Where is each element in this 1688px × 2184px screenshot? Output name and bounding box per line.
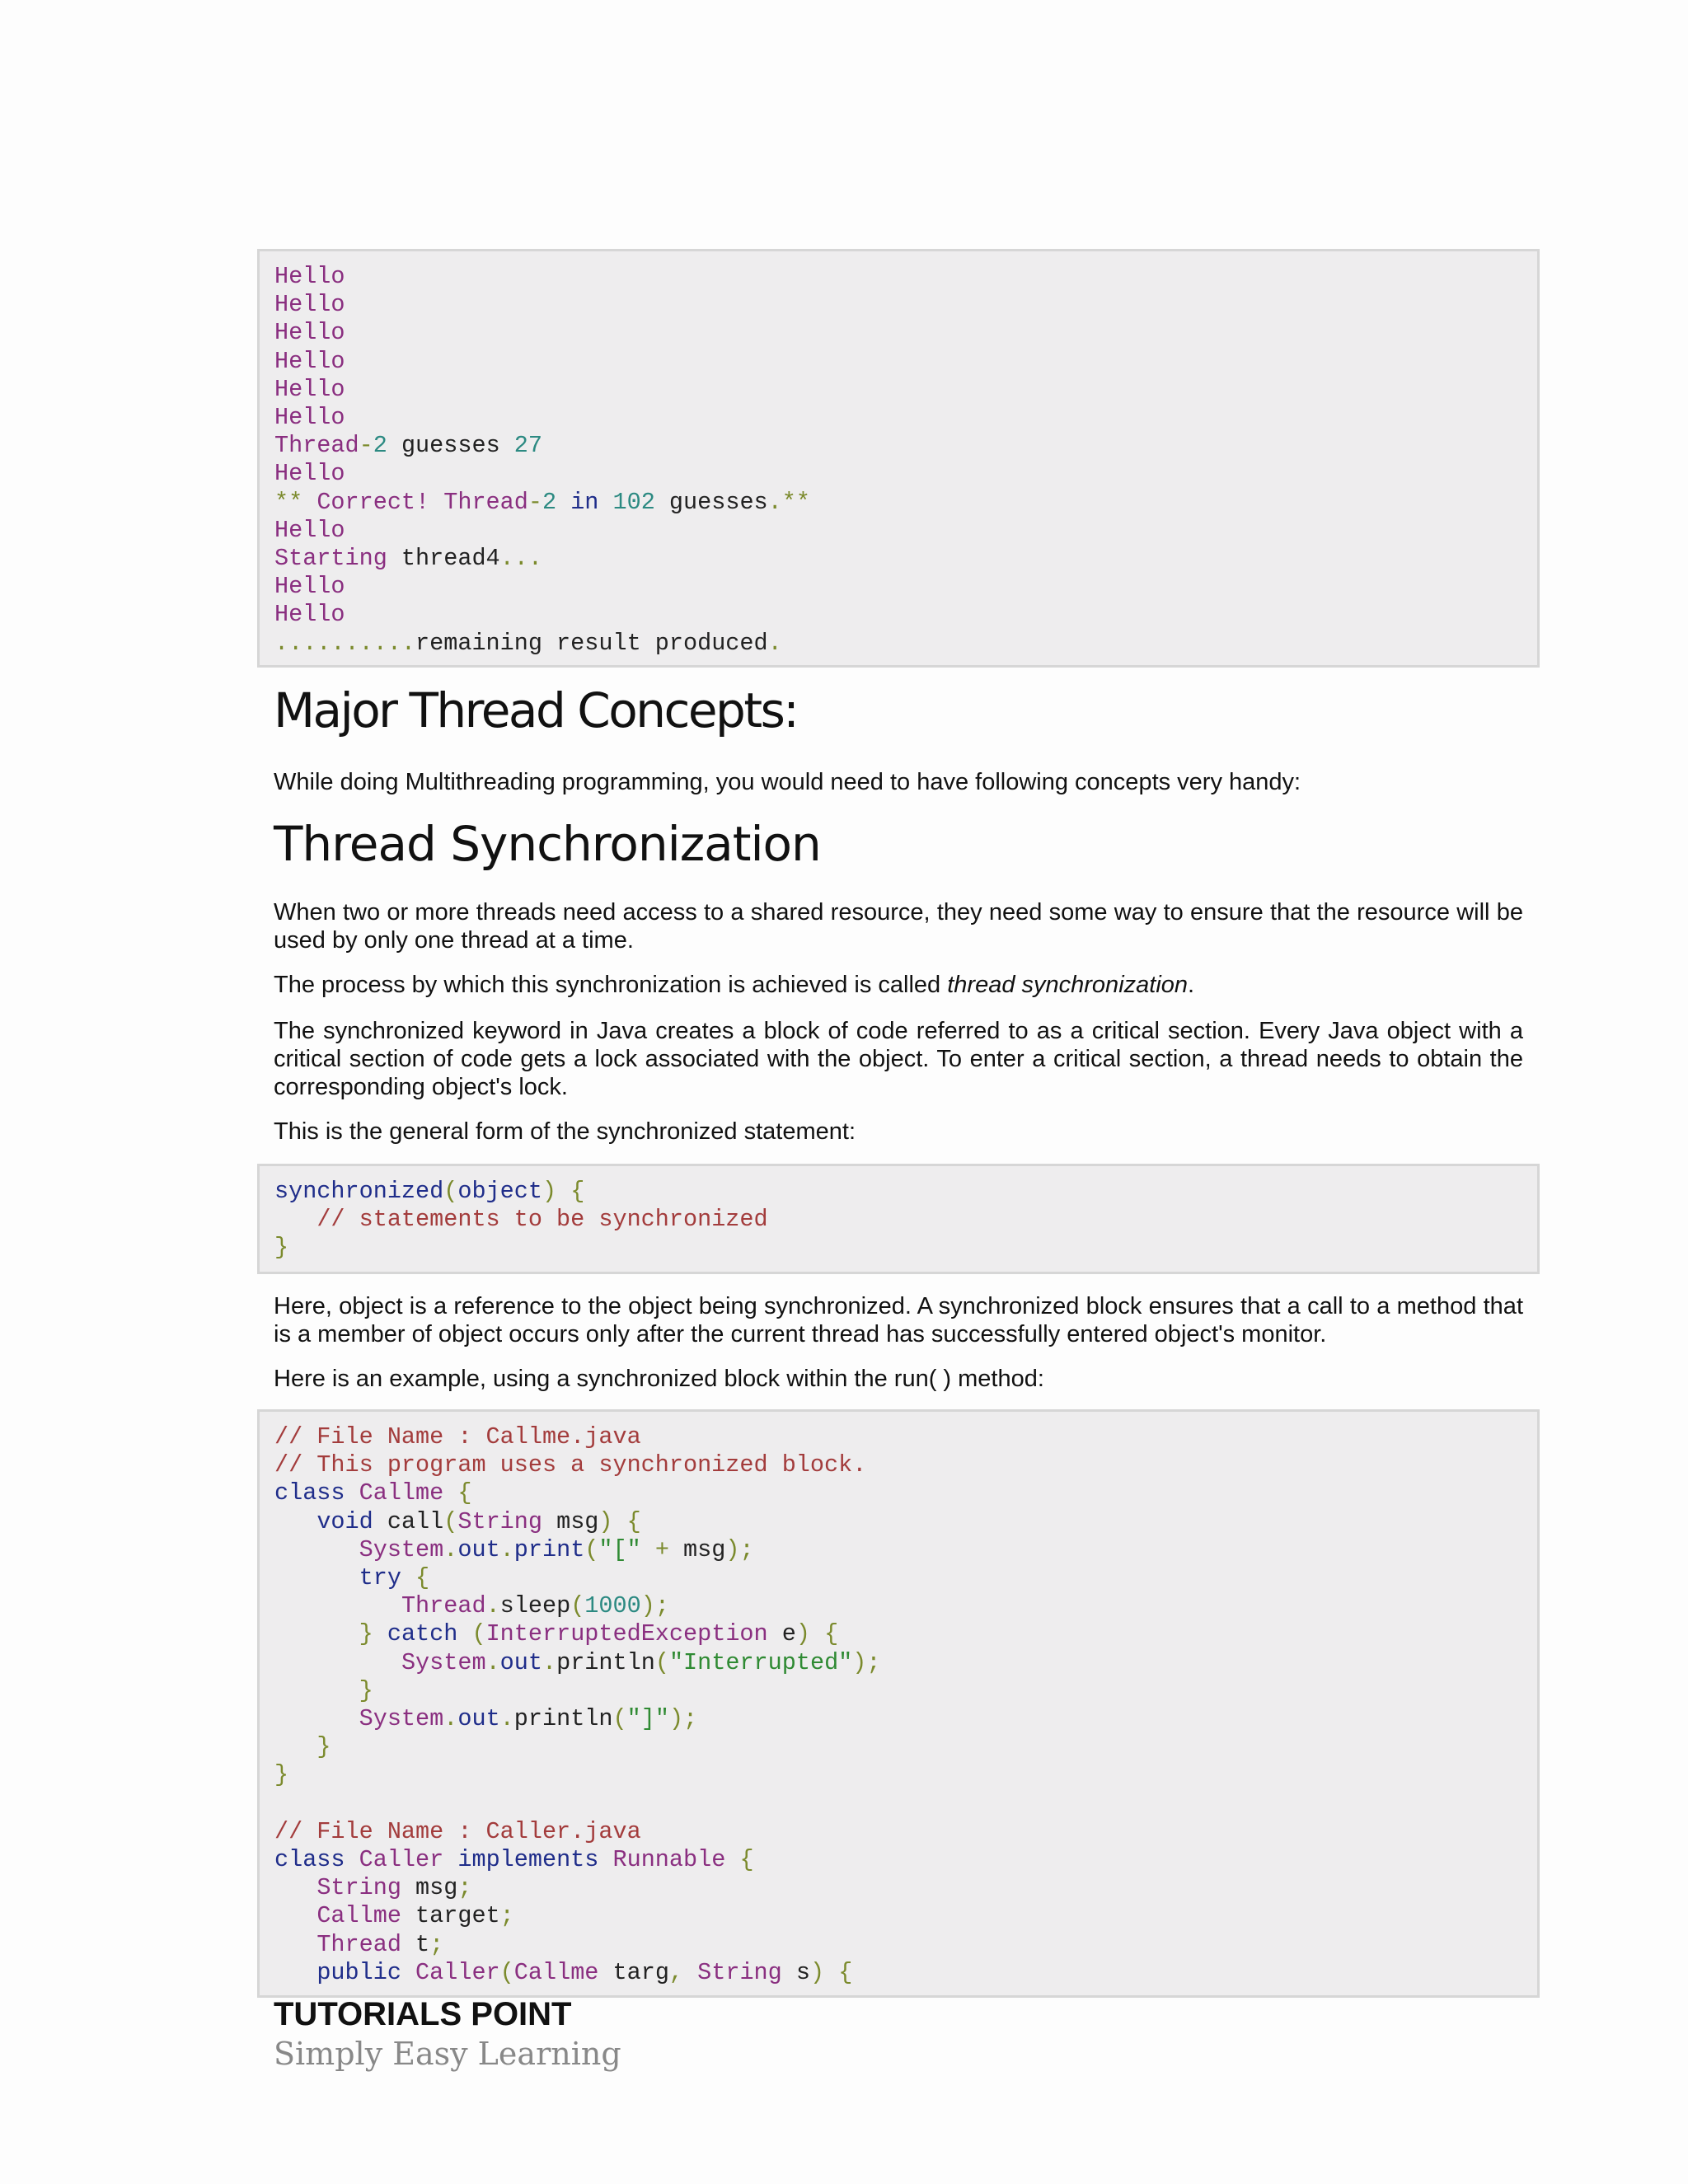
- code-token: ..........: [274, 629, 416, 657]
- code-token: [443, 1479, 457, 1507]
- code-line: [274, 545, 542, 572]
- code-token: 1000: [584, 1592, 641, 1620]
- code-token: [274, 1536, 359, 1563]
- footer-brand: TUTORIALS POINT: [274, 1996, 572, 2032]
- program-output-block: [257, 249, 1540, 668]
- code-token: [683, 1959, 697, 1986]
- code-token: e: [767, 1620, 796, 1648]
- code-token: {: [626, 1507, 641, 1535]
- footer-tagline: Simply Easy Learning: [274, 2036, 621, 2072]
- code-token: +: [654, 1535, 669, 1563]
- code-token: println: [556, 1648, 655, 1676]
- code-line: [274, 1592, 669, 1619]
- code-token: msg: [401, 1874, 458, 1902]
- code-line: [274, 1620, 838, 1647]
- code-token: {: [457, 1479, 472, 1507]
- intro-paragraph: While doing Multithreading programming, you would need to have following concepts very handy:: [274, 769, 1301, 795]
- code-token: Hello: [274, 347, 345, 375]
- code-token: "Interrupted": [668, 1648, 853, 1676]
- code-line: [274, 1178, 584, 1205]
- code-line: [274, 263, 345, 290]
- code-token: Hello: [274, 516, 345, 544]
- code-token: implements: [457, 1846, 599, 1874]
- code-token: String: [457, 1507, 542, 1535]
- code-token: **: [274, 488, 317, 516]
- code-token: Callme: [359, 1479, 444, 1507]
- code-token: ): [809, 1958, 825, 1986]
- code-token: 102: [612, 488, 655, 516]
- code-token: void: [316, 1507, 373, 1535]
- sync-paragraph-2-suffix: .: [1188, 972, 1195, 998]
- code-token: remaining result produced: [415, 629, 768, 657]
- code-line: [274, 404, 345, 431]
- code-token: catch: [387, 1620, 458, 1648]
- code-line: [274, 1874, 471, 1901]
- code-token: {: [838, 1958, 853, 1986]
- heading-thread-synchronization: Thread Synchronization: [274, 816, 821, 872]
- code-token: [457, 1620, 471, 1647]
- code-token: [274, 1874, 316, 1901]
- code-token: public: [316, 1958, 401, 1986]
- sync-paragraph-1: When two or more threads need access to a shared resource, they need some way to ensure that the resource will be used by only one thread at a time.: [274, 899, 1523, 954]
- code-token: [810, 1620, 824, 1647]
- code-token: try: [359, 1564, 401, 1592]
- code-token: );: [668, 1705, 698, 1733]
- code-line: [274, 1423, 641, 1451]
- code-line: [274, 1677, 373, 1704]
- code-token: [274, 1931, 316, 1958]
- here-paragraph-1: Here, object is a reference to the object being synchronized. A synchronized block ensures that a call to a method that is a member of object occurs only after the current thread has successfully entered object's monitor.: [274, 1293, 1523, 1347]
- code-token: guesses: [387, 432, 514, 460]
- code-token: [274, 1649, 401, 1676]
- code-line: [274, 489, 810, 516]
- code-token: Callme: [316, 1902, 401, 1930]
- code-line: [274, 573, 345, 600]
- code-token: .: [499, 1705, 514, 1733]
- code-token: [274, 1677, 359, 1704]
- synchronized-example-code: [274, 1423, 1537, 1987]
- code-token: Hello: [274, 319, 345, 347]
- code-token: [274, 1508, 316, 1535]
- code-token: 27: [513, 432, 542, 460]
- code-token: ,: [668, 1958, 684, 1986]
- code-token: -: [528, 488, 542, 516]
- code-token: (: [499, 1958, 514, 1986]
- code-token: .: [499, 1535, 514, 1563]
- code-line: [274, 1818, 641, 1845]
- synchronized-syntax-block: [257, 1164, 1540, 1274]
- code-token: Hello: [274, 375, 345, 403]
- code-token: ...: [499, 545, 542, 573]
- program-output-code: [274, 263, 1537, 658]
- code-token: .: [443, 1535, 458, 1563]
- code-token: msg: [542, 1507, 599, 1535]
- code-token: 2: [542, 488, 557, 516]
- code-token: }: [274, 1761, 289, 1789]
- code-token: String: [316, 1874, 401, 1902]
- code-token: t: [401, 1930, 430, 1958]
- code-token: // statements to be synchronized: [316, 1206, 768, 1234]
- code-token: System: [359, 1705, 444, 1733]
- code-line: [274, 1846, 754, 1873]
- code-line: [274, 319, 345, 346]
- code-token: String: [697, 1958, 782, 1986]
- here-paragraph-2: Here is an example, using a synchronized block within the run( ) method:: [274, 1366, 1044, 1392]
- code-token: InterruptedException: [485, 1620, 768, 1648]
- code-token: [725, 1846, 739, 1873]
- code-token: Hello: [274, 573, 345, 601]
- code-token: [824, 1959, 838, 1986]
- code-token: ): [542, 1178, 557, 1205]
- code-token: targ: [598, 1958, 669, 1986]
- code-token: [598, 489, 612, 516]
- code-line: [274, 601, 345, 628]
- sync-paragraph-2-prefix: The process by which this synchronization is achieved is called: [274, 972, 948, 998]
- code-token: [556, 1178, 570, 1205]
- code-token: (: [584, 1535, 599, 1563]
- code-token: sleep: [499, 1592, 571, 1620]
- synchronized-syntax-code: [274, 1178, 1537, 1263]
- code-token: print: [513, 1535, 585, 1563]
- code-token: ): [598, 1507, 613, 1535]
- code-token: ): [795, 1620, 810, 1648]
- code-token: 2: [373, 432, 387, 460]
- code-token: println: [513, 1705, 613, 1733]
- sync-paragraph-4: This is the general form of the synchronized statement:: [274, 1118, 856, 1145]
- heading-major-thread-concepts: Major Thread Concepts:: [274, 682, 798, 738]
- code-token: [274, 1206, 316, 1233]
- code-token: Correct! Thread: [316, 488, 528, 516]
- code-token: Callme: [513, 1958, 599, 1986]
- code-token: Caller: [415, 1958, 500, 1986]
- code-line: [274, 291, 345, 318]
- code-token: // File Name : Caller.java: [274, 1817, 641, 1845]
- code-line: [274, 1479, 471, 1507]
- code-token: ;: [457, 1874, 472, 1902]
- code-token: Caller: [359, 1846, 444, 1874]
- sync-paragraph-2: [274, 971, 1523, 999]
- code-token: Hello: [274, 460, 345, 488]
- code-token: }: [359, 1676, 373, 1704]
- code-token: .: [485, 1648, 500, 1676]
- code-token: System: [401, 1648, 486, 1676]
- code-token: {: [739, 1846, 754, 1874]
- code-token: }: [316, 1733, 331, 1761]
- code-token: [443, 1846, 457, 1873]
- synchronized-example-block: [257, 1409, 1540, 1998]
- code-token: // File Name : Callme.java: [274, 1423, 641, 1451]
- code-token: out: [457, 1535, 500, 1563]
- code-token: synchronized: [274, 1178, 444, 1205]
- code-token: [373, 1620, 387, 1647]
- code-token: System: [359, 1535, 444, 1563]
- code-token: "]": [626, 1705, 669, 1733]
- sync-paragraph-2-emphasis: thread synchronization: [947, 972, 1189, 998]
- code-token: Hello: [274, 404, 345, 432]
- code-token: [556, 489, 570, 516]
- code-token: (: [443, 1507, 458, 1535]
- code-line: [274, 1206, 768, 1233]
- code-token: Thread: [401, 1592, 486, 1620]
- code-token: ;: [429, 1930, 444, 1958]
- code-line: [274, 630, 782, 657]
- code-token: msg: [668, 1535, 726, 1563]
- code-token: Hello: [274, 263, 345, 290]
- code-token: Thread: [316, 1930, 401, 1958]
- code-token: .: [767, 629, 782, 657]
- code-token: s: [781, 1958, 810, 1986]
- code-token: );: [852, 1648, 881, 1676]
- code-line: [274, 517, 345, 544]
- code-token: [641, 1536, 655, 1563]
- code-token: .: [542, 1648, 557, 1676]
- code-token: Starting: [274, 545, 387, 573]
- code-line: [274, 348, 345, 375]
- code-line: [274, 1733, 331, 1760]
- code-token: "[": [598, 1535, 641, 1563]
- code-token: out: [499, 1648, 542, 1676]
- code-line: [274, 1564, 429, 1591]
- code-token: ;: [499, 1902, 514, 1930]
- code-token: [598, 1846, 612, 1873]
- code-token: [401, 1959, 415, 1986]
- code-token: (: [443, 1178, 458, 1205]
- code-token: Thread: [274, 432, 359, 460]
- sync-paragraph-3: The synchronized keyword in Java creates a block of code referred to as a critical section. Every Java object with a critical section of code gets a lock associated with the object. To enter a critical section, a thread needs to obtain the corresponding object's lock.: [274, 1018, 1523, 1100]
- code-token: (: [612, 1705, 627, 1733]
- code-token: // This program uses a synchronized block.: [274, 1451, 867, 1479]
- code-token: .: [443, 1705, 458, 1733]
- code-token: (: [654, 1648, 669, 1676]
- code-line: [274, 1508, 641, 1535]
- code-token: Hello: [274, 291, 345, 319]
- code-token: out: [457, 1705, 500, 1733]
- code-token: );: [725, 1535, 754, 1563]
- code-token: (: [570, 1592, 585, 1620]
- code-line: [274, 1902, 514, 1929]
- code-token: [274, 1902, 316, 1929]
- code-token: [401, 1564, 415, 1591]
- code-token: [274, 1564, 359, 1591]
- code-token: .**: [767, 488, 810, 516]
- code-token: class: [274, 1846, 345, 1874]
- code-token: (: [471, 1620, 486, 1648]
- code-token: object: [457, 1178, 542, 1205]
- code-token: [274, 1705, 359, 1732]
- code-token: class: [274, 1479, 345, 1507]
- code-token: in: [570, 488, 599, 516]
- code-line: [274, 1536, 754, 1563]
- code-token: {: [824, 1620, 839, 1648]
- code-token: [345, 1846, 359, 1873]
- code-token: {: [570, 1178, 585, 1205]
- code-line: [274, 1761, 288, 1788]
- code-token: Hello: [274, 601, 345, 629]
- code-line: [274, 1451, 866, 1479]
- code-line: [274, 460, 345, 487]
- code-line: [274, 1931, 443, 1958]
- code-line: [274, 1959, 852, 1986]
- code-token: [274, 1620, 359, 1647]
- code-line: [274, 1649, 881, 1676]
- code-token: {: [415, 1564, 430, 1592]
- code-token: }: [359, 1620, 373, 1648]
- code-line: [274, 1234, 288, 1261]
- code-token: call: [373, 1507, 444, 1535]
- code-token: [274, 1733, 316, 1760]
- code-line: [274, 376, 345, 403]
- code-token: }: [274, 1234, 289, 1262]
- code-token: .: [485, 1592, 500, 1620]
- code-token: Runnable: [612, 1846, 726, 1874]
- code-token: [613, 1508, 627, 1535]
- code-token: [345, 1479, 359, 1507]
- code-token: guesses: [654, 488, 768, 516]
- code-token: thread4: [387, 545, 500, 573]
- code-token: [274, 1959, 316, 1986]
- code-token: target: [401, 1902, 500, 1930]
- code-token: -: [359, 432, 373, 460]
- code-line: [274, 1705, 697, 1732]
- code-line: [274, 432, 542, 459]
- code-token: [274, 1592, 401, 1619]
- code-token: );: [640, 1592, 669, 1620]
